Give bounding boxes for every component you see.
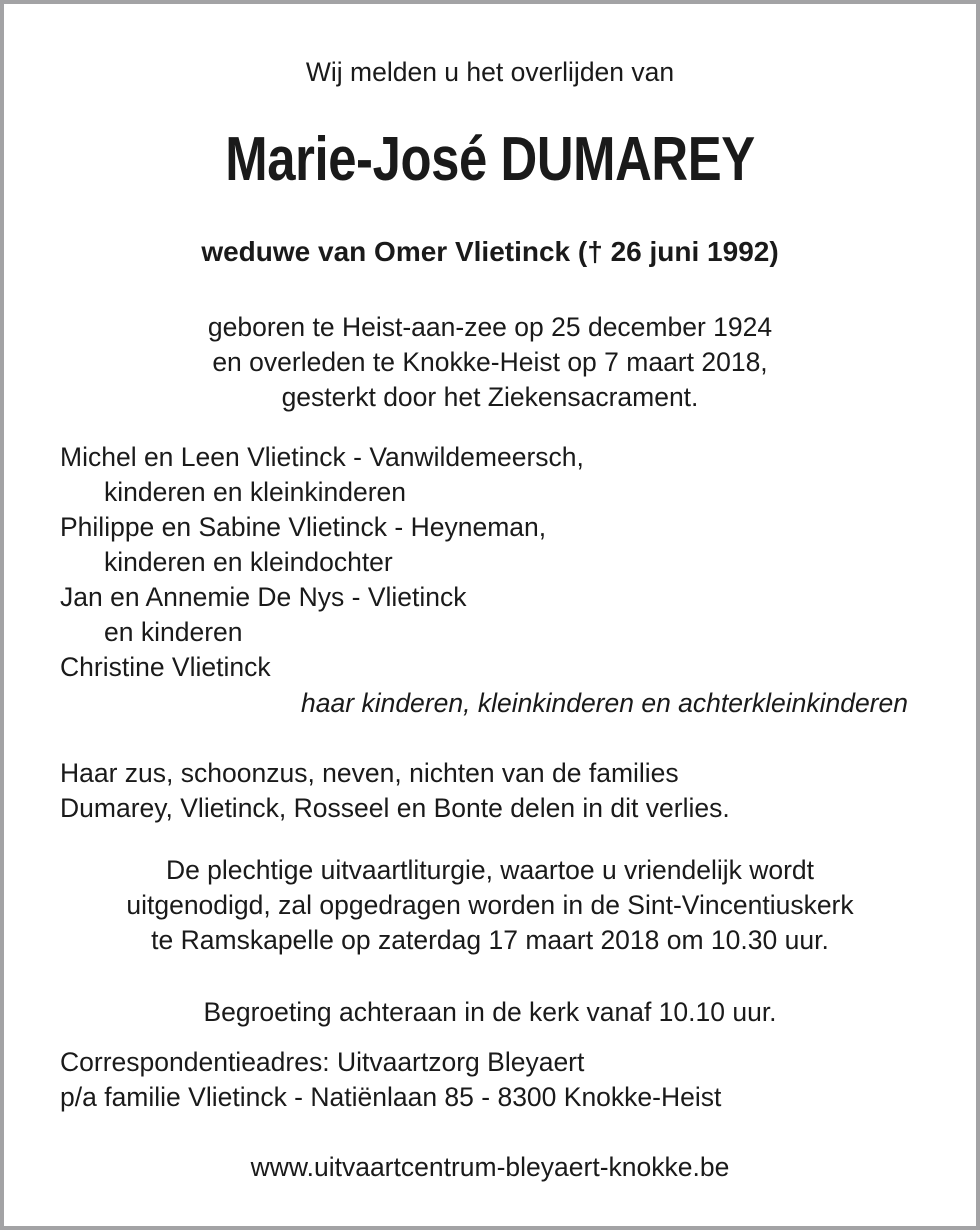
intro-text: Wij melden u het overlijden van — [305, 57, 675, 87]
widow-line: weduwe van Omer Vlietinck († 26 juni 1992) — [201, 236, 779, 267]
greeting-line: Begroeting achteraan in de kerk vanaf 10.10 uur. — [203, 997, 777, 1027]
family-line: kinderen en kleindochter — [104, 547, 393, 577]
funeral-line: te Ramskapelle op zaterdag 17 maart 2018 om 10.30 uur. — [151, 925, 829, 955]
address-line: p/a familie Vlietinck - Natiënlaan 85 - 8300 Knokke-Heist — [60, 1082, 722, 1112]
address-line: Correspondentieadres: Uitvaartzorg Bleyaert — [60, 1047, 585, 1077]
deceased-name: Marie-José DUMAREY — [225, 125, 755, 194]
sacrament-line: gesterkt door het Ziekensacrament. — [281, 382, 699, 412]
family-line: kinderen en kleinkinderen — [104, 477, 407, 507]
relatives-line: Haar zus, schoonzus, neven, nichten van de families — [60, 758, 679, 788]
family-line: Michel en Leen Vlietinck - Vanwildemeersch, — [60, 442, 584, 472]
death-line: en overleden te Knokke-Heist op 7 maart 2018, — [212, 347, 768, 377]
family-caption: haar kinderen, kleinkinderen en achterkleinkinderen — [301, 688, 908, 718]
funeral-line: uitgenodigd, zal opgedragen worden in de Sint-Vincentiuskerk — [126, 890, 854, 920]
website-link[interactable]: www.uitvaartcentrum-bleyaert-knokke.be — [250, 1152, 730, 1182]
family-line: Jan en Annemie De Nys - Vlietinck — [60, 582, 467, 612]
family-line: Philippe en Sabine Vlietinck - Heyneman, — [60, 512, 547, 542]
family-line: en kinderen — [104, 617, 243, 647]
birth-line: geboren te Heist-aan-zee op 25 december 1924 — [207, 312, 773, 342]
funeral-line: De plechtige uitvaartliturgie, waartoe u vriendelijk wordt — [165, 855, 815, 885]
family-line: Christine Vlietinck — [60, 652, 271, 682]
relatives-line: Dumarey, Vlietinck, Rosseel en Bonte delen in dit verlies. — [60, 793, 730, 823]
